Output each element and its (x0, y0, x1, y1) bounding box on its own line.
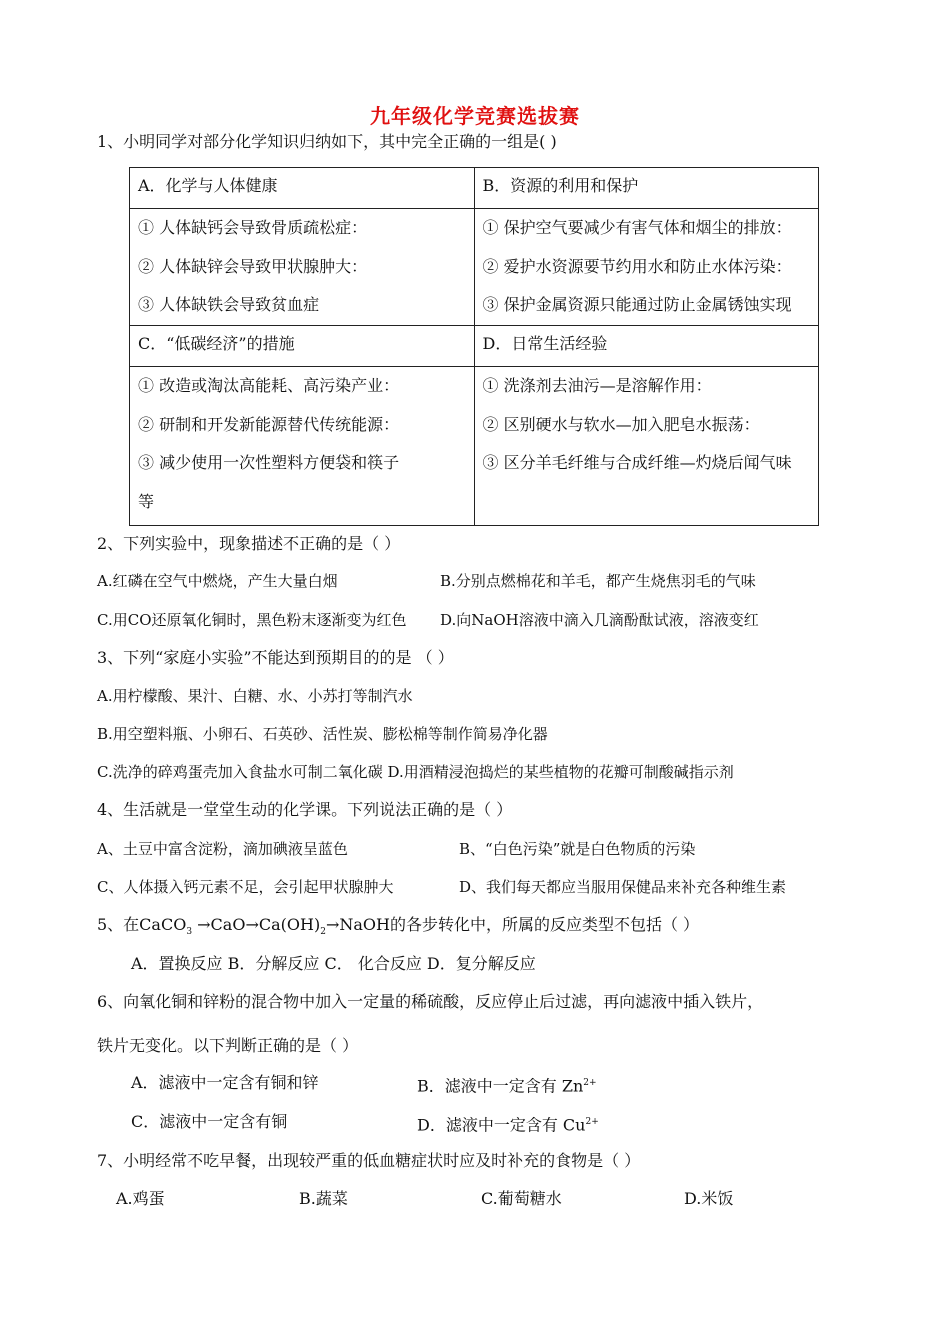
superscript-2plus: 2+ (585, 1117, 599, 1127)
page-title: 九年级化学竞赛选拔赛 (370, 104, 580, 128)
question-6-option-b-text: B．滤液中一定含有 Zn (417, 1076, 584, 1096)
cell-b-body (474, 209, 819, 326)
question-2-option-d: D.向NaOH溶液中滴入几滴酚酞试液，溶液变红 (440, 611, 759, 629)
cell-b-item-1: ① 保护空气要减少有害气体和烟尘的排放： (482, 218, 792, 237)
question-4-option-b: B、“白色污染”就是白色物质的污染 (459, 840, 696, 858)
question-2-stem: 2、下列实验中，现象描述不正确的是（ ） (97, 534, 401, 553)
cell-c-item-1: ① 改造或淘汰高能耗、高污染产业： (138, 376, 400, 395)
cell-d-head: D．日常生活经验 (474, 326, 819, 367)
question-5-options: A．置换反应 B．分解反应 C． 化合反应 D．复分解反应 (131, 954, 536, 973)
cell-c-item-3: ③ 减少使用一次性塑料方便袋和筷子 (138, 453, 400, 472)
question-7-option-c: C.葡萄糖水 (481, 1189, 562, 1208)
cell-a-body (130, 209, 475, 326)
cell-b-head: B．资源的利用和保护 (474, 168, 819, 209)
cell-d-item-3: ③ 区分羊毛纤维与合成纤维—灼烧后闻气味 (482, 453, 792, 472)
question-3-option-b: B.用空塑料瓶、小卵石、石英砂、活性炭、膨松棉等制作简易净化器 (97, 725, 548, 743)
question-5-stem (97, 914, 699, 943)
superscript-2plus: 2+ (583, 1078, 597, 1088)
cell-a-head: A．化学与人体健康 (130, 168, 475, 209)
cell-d-body (474, 367, 819, 526)
question-6-option-c: C．滤液中一定含有铜 (131, 1112, 288, 1131)
question-2-option-a: A.红磷在空气中燃烧，产生大量白烟 (97, 572, 338, 590)
question-2-option-b: B.分别点燃棉花和羊毛，都产生烧焦羽毛的气味 (440, 572, 756, 590)
cell-a-item-3: ③ 人体缺铁会导致贫血症 (138, 295, 320, 314)
cell-c-head: C．“低碳经济”的措施 (130, 326, 475, 367)
question-5-text-2: →CaO→Ca(OH) (192, 915, 321, 934)
question-6-option-d-text: D．滤液中一定含有 Cu (417, 1115, 586, 1135)
question-4-option-d: D、我们每天都应当服用保健品来补充各种维生素 (459, 878, 787, 896)
question-4-stem: 4、生活就是一堂堂生动的化学课。下列说法正确的是（ ） (97, 800, 513, 819)
knowledge-table (129, 167, 819, 526)
cell-b-item-2: ② 爱护水资源要节约用水和防止水体污染： (482, 256, 792, 276)
cell-b-item-3: ③ 保护金属资源只能通过防止金属锈蚀实现 (482, 295, 792, 314)
question-6-option-b (417, 1072, 597, 1097)
cell-c-item-2: ② 研制和开发新能源替代传统能源： (138, 414, 400, 434)
question-4-option-c: C、人体摄入钙元素不足，会引起甲状腺肿大 (97, 878, 394, 896)
question-5-text-3: →NaOH的各步转化中，所属的反应类型不包括（ ） (325, 915, 700, 934)
question-7-option-b: B.蔬菜 (299, 1189, 348, 1208)
question-6-stem-line-2: 铁片无变化。以下判断正确的是（ ） (97, 1036, 359, 1055)
question-5-text-1: 5、在CaCO (97, 915, 187, 934)
cell-c-item-4: 等 (138, 491, 155, 511)
question-2-option-c: C.用CO还原氧化铜时，黑色粉末逐渐变为红色 (97, 611, 407, 629)
question-7-option-d: D.米饭 (684, 1189, 734, 1208)
question-3-stem: 3、下列“家庭小实验”不能达到预期目的的是 （ ） (97, 648, 454, 667)
cell-d-item-2: ② 区别硬水与软水—加入肥皂水振荡： (482, 414, 760, 434)
cell-a-item-1: ① 人体缺钙会导致骨质疏松症： (138, 218, 368, 237)
subscript-2: 2 (320, 927, 326, 938)
subscript-3: 3 (186, 927, 193, 938)
question-6-stem-line-1: 6、向氧化铜和锌粉的混合物中加入一定量的稀硫酸，反应停止后过滤，再向滤液中插入铁片， (97, 992, 764, 1011)
question-4-option-a: A、土豆中富含淀粉，滴加碘液呈蓝色 (97, 840, 348, 858)
question-3-option-a: A.用柠檬酸、果汁、白糖、水、小苏打等制汽水 (97, 687, 413, 705)
cell-a-item-2: ② 人体缺锌会导致甲状腺肿大： (138, 256, 368, 276)
question-6-option-a: A．滤液中一定含有铜和锌 (131, 1073, 319, 1092)
question-6-option-d (417, 1111, 599, 1136)
question-1-stem: 1、小明同学对部分化学知识归纳如下，其中完全正确的一组是( ) (97, 132, 557, 151)
question-3-option-cd: C.洗净的碎鸡蛋壳加入食盐水可制二氧化碳 D.用酒精浸泡捣烂的某些植物的花瓣可制酸碱指示剂 (97, 763, 734, 781)
cell-c-body (130, 367, 475, 526)
question-7-option-a: A.鸡蛋 (116, 1189, 165, 1208)
question-7-stem: 7、小明经常不吃早餐，出现较严重的低血糖症状时应及时补充的食物是（ ） (97, 1151, 641, 1170)
cell-d-item-1: ① 洗涤剂去油污—是溶解作用： (482, 376, 712, 395)
